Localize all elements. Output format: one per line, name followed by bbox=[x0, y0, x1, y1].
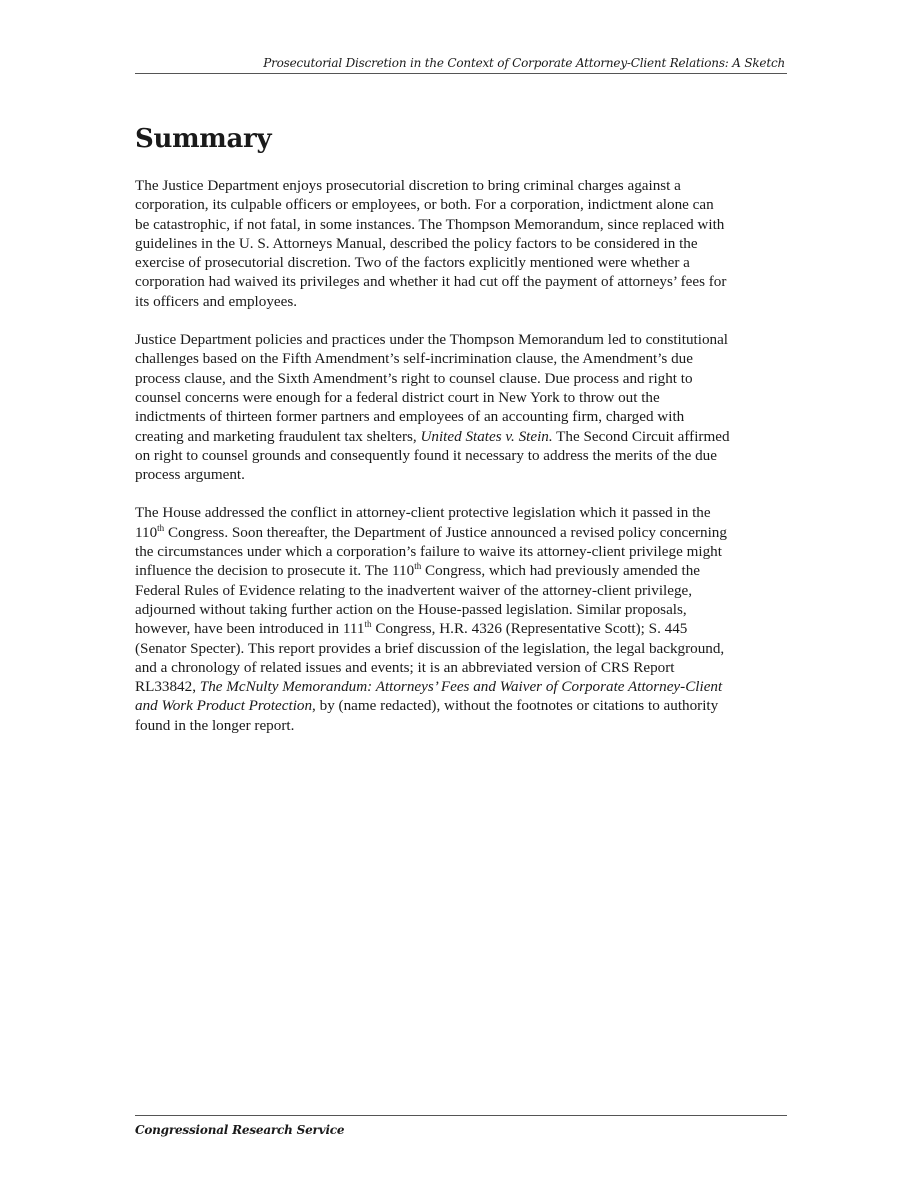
text-segment: RL33842, bbox=[135, 678, 200, 696]
text-line: process clause, and the Sixth Amendment’s right to counsel clause. Due process and right to bbox=[135, 369, 693, 387]
text-line: challenges based on the Fifth Amendment’s self-incrimination clause, the Amendment’s due bbox=[135, 350, 693, 368]
text-line: indictments of thirteen former partners and employees of an accounting firm, charged with bbox=[135, 408, 685, 426]
text-segment: Congress, H.R. 4326 (Representative Scott); S. 445 bbox=[371, 620, 688, 638]
section-title: Summary bbox=[135, 124, 272, 154]
text-line bbox=[135, 619, 787, 638]
text-line: process argument. bbox=[135, 466, 245, 484]
text-line bbox=[135, 677, 787, 696]
paragraph-2 bbox=[135, 330, 787, 484]
paragraph-3 bbox=[135, 503, 787, 735]
case-citation: United States v. Stein. bbox=[420, 427, 553, 445]
text-line: be catastrophic, if not fatal, in some instances. The Thompson Memorandum, since replaced with bbox=[135, 215, 725, 233]
text-line: The House addressed the conflict in attorney-client protective legislation which it passed in the bbox=[135, 504, 711, 522]
text-line bbox=[135, 561, 787, 580]
text-line: and a chronology of related issues and events; it is an abbreviated version of CRS Report bbox=[135, 658, 675, 676]
text-segment: 110 bbox=[135, 523, 158, 541]
text-segment: Congress, which had previously amended the bbox=[421, 562, 700, 580]
report-title: and Work Product Protection bbox=[135, 697, 313, 715]
text-segment: however, have been introduced in 111 bbox=[135, 620, 365, 638]
text-line: counsel concerns were enough for a federal district court in New York to throw out the bbox=[135, 388, 660, 406]
text-line: Justice Department policies and practices under the Thompson Memorandum led to constitutional bbox=[135, 331, 729, 349]
text-segment: The Second Circuit affirmed bbox=[552, 427, 730, 445]
text-line: found in the longer report. bbox=[135, 716, 295, 734]
ordinal-suffix: th bbox=[364, 619, 372, 630]
paragraph-1 bbox=[135, 176, 787, 311]
page-header bbox=[135, 53, 787, 74]
text-line: corporation had waived its privileges and whether it had cut off the payment of attorneys’ fees for bbox=[135, 273, 727, 291]
text-segment: Congress. Soon thereafter, the Department of Justice announced a revised policy concerning bbox=[164, 523, 727, 541]
text-line bbox=[135, 427, 787, 446]
report-title: The McNulty Memorandum: Attorneys’ Fees and Waiver of Corporate Attorney-Client bbox=[199, 678, 723, 696]
text-line: its officers and employees. bbox=[135, 292, 298, 310]
ordinal-suffix: th bbox=[157, 522, 165, 533]
page-footer bbox=[135, 1115, 787, 1139]
text-line: corporation, its culpable officers or employees, or both. For a corporation, indictment alone can bbox=[135, 196, 714, 214]
text-line: the circumstances under which a corporation’s failure to waive its attorney-client privilege might bbox=[135, 543, 722, 561]
footer-org: Congressional Research Service bbox=[135, 1123, 345, 1137]
text-line: (Senator Specter). This report provides a brief discussion of the legislation, the legal background, bbox=[135, 639, 725, 657]
text-line: The Justice Department enjoys prosecutorial discretion to bring criminal charges against a bbox=[135, 177, 681, 194]
text-line bbox=[135, 523, 787, 542]
text-line: adjourned without taking further action on the House-passed legislation. Similar proposals, bbox=[135, 600, 687, 618]
text-segment: influence the decision to prosecute it. The 110 bbox=[135, 562, 415, 580]
summary-body bbox=[135, 176, 787, 754]
ordinal-suffix: th bbox=[414, 561, 422, 572]
text-line bbox=[135, 696, 787, 715]
running-title: Prosecutorial Discretion in the Context of Corporate Attorney-Client Relations: A Sketch bbox=[263, 56, 785, 70]
text-line: exercise of prosecutorial discretion. Two of the factors explicitly mentioned were whether a bbox=[135, 254, 690, 272]
text-line: on right to counsel grounds and consequently found it necessary to address the merits of the due bbox=[135, 446, 717, 464]
text-segment: , by (name redacted), without the footnotes or citations to authority bbox=[312, 697, 719, 715]
text-segment: creating and marketing fraudulent tax shelters, bbox=[135, 427, 421, 445]
text-line: guidelines in the U. S. Attorneys Manual, described the policy factors to be considered in the bbox=[135, 234, 698, 252]
text-line: Federal Rules of Evidence relating to the inadvertent waiver of the attorney-client privilege, bbox=[135, 581, 693, 599]
